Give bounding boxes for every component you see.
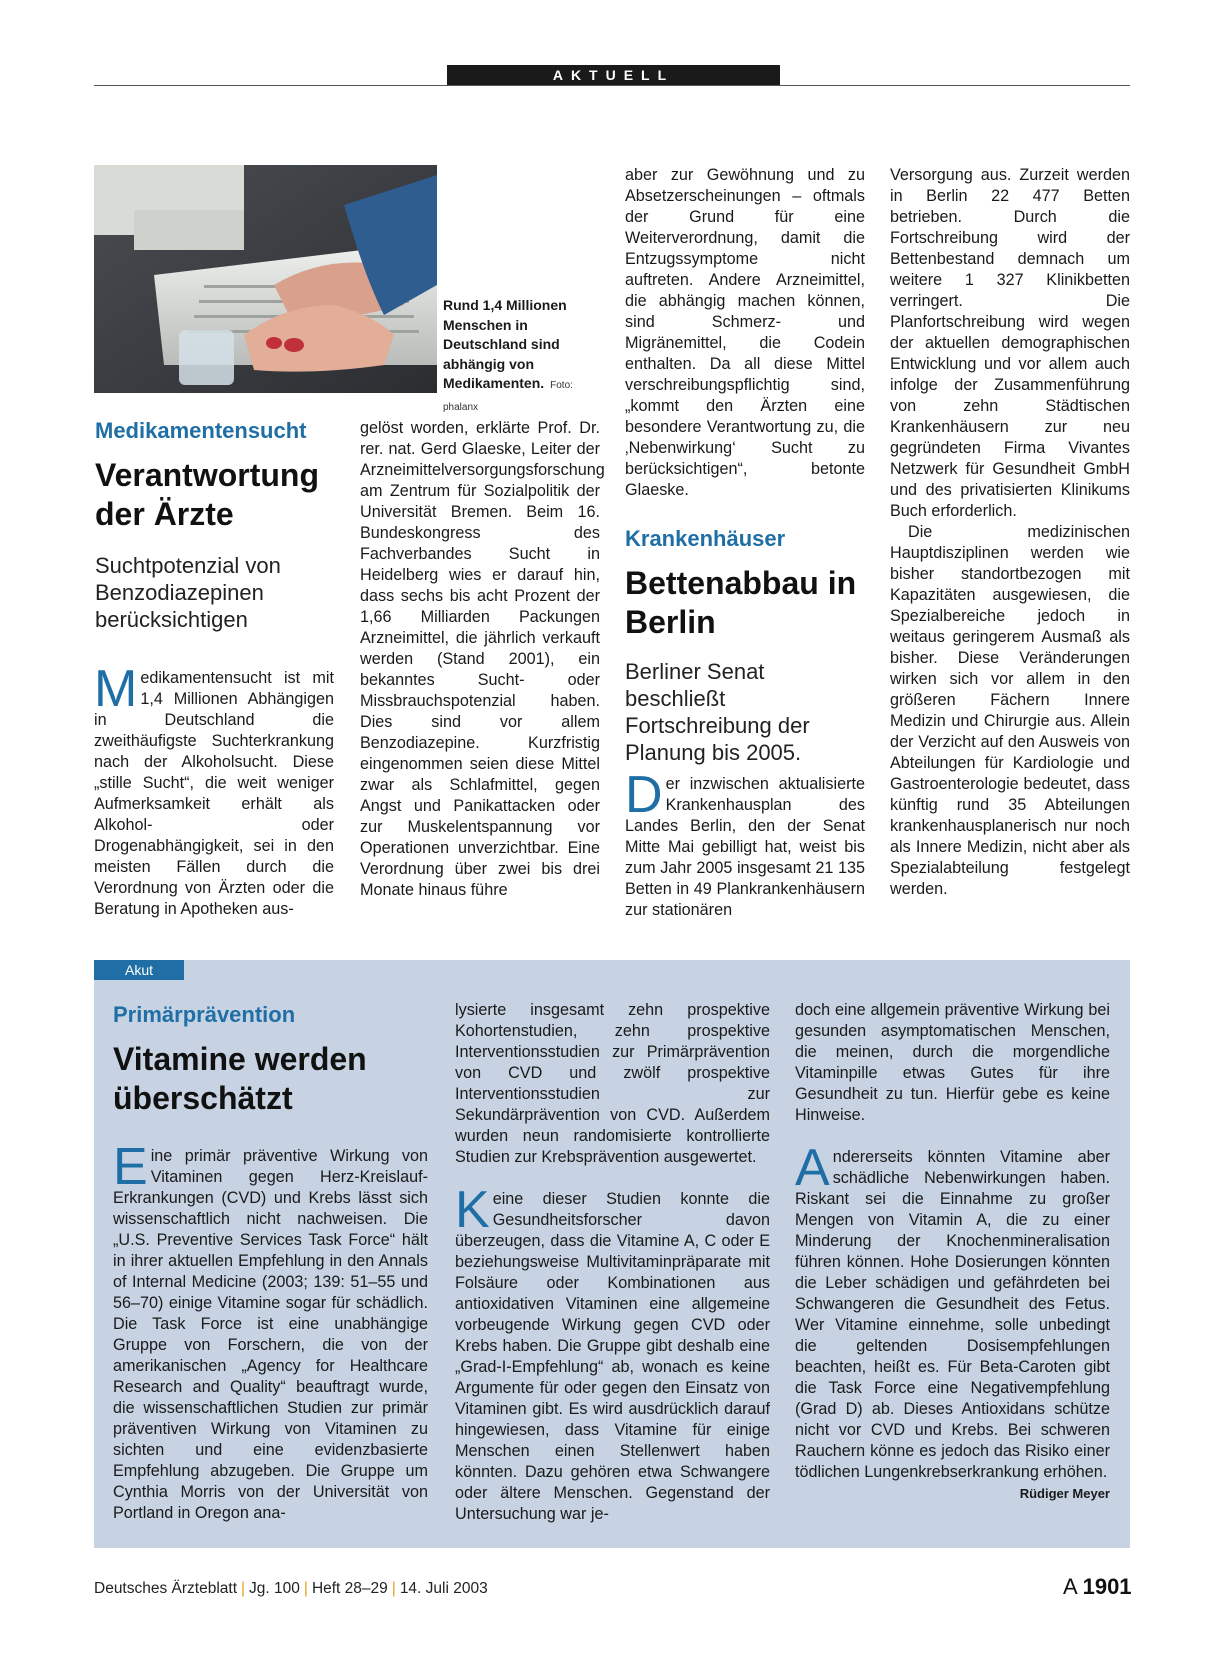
- footer: Deutsches Ärzteblatt | Jg. 100 | Heft 28–29 | 14. Juli 2003: [94, 1580, 488, 1597]
- photo-credit: Foto: phalanx: [443, 380, 573, 413]
- footer-issue: Heft 28–29: [311, 1580, 388, 1597]
- article1-column-2: gelöst worden, erklärte Prof. Dr. rer. nat. Gerd Glaeske, Leiter der Arzneimittelversorgungsforschung am Zentrum für Sozialpolitik der Universität Bremen. Beim 16. Bundeskongress des Fachverbandes Sucht in Heidelberg wies er darauf hin, dass sechs bis acht Prozent der 1,66 Milliarden Packungen Arzneimittel, die jährlich verkauft werden (Stand 2001), ein bekanntes Sucht- oder Missbrauchspotenzial haben. Dies sind vor allem Benzodiazepine. Kurzfristig eingenommen seien diese Mittel zwar als Schlafmittel, gegen Angst und Panikattacken oder zur Muskelentspannung vor Operationen unverzichtbar. Eine Verordnung über zwei bis drei Monate hinaus führe: [360, 419, 605, 899]
- box-column-1: Eine primär präventive Wirkung von Vitaminen gegen Herz-Kreislauf-Erkrankungen (CVD) und Krebs lässt sich wissenschaftlich nicht nachweisen. Die „U.S. Preventive Services Task Force“ hält in ihrer aktuellen Empfehlung in den Annals of Internal Medicine (2003; 139: 51–55 und 56–70) einige Vitamine sogar für schädlich. Die Task Force ist eine unabhängige Gruppe von Forschern, die von der amerikanischen „Agency for Healthcare Research and Quality“ beauftragt wurde, die wissenschaftlichen Studien zur primär präventiven Wirkung von Vitaminen zu sichten und eine evidenzbasierte Empfehlung abzugeben. Die Gruppe um Cynthia Morris von der Universität von Portland in Oregon ana-: [113, 1138, 428, 1522]
- author-signature: Rüdiger Meyer: [1019, 1486, 1110, 1501]
- article2-kicker: Krankenhäuser: [625, 526, 786, 551]
- article-photo: [94, 165, 437, 393]
- box-column-2-paragraph-1: lysierte insgesamt zehn prospektive Kohortenstudien, zehn prospektive Interventionsstudien zur Primärprävention von CVD und zwölf prospektive Interventionsstudien zur Sekundärprävention von CVD. Außerdem wurden neun randomisierte kontrollierte Studien zur Krebsprävention ausgewertet.: [455, 1001, 770, 1166]
- page-number: [1063, 1574, 1132, 1600]
- box-column-2-paragraph-2: Keine dieser Studien konnte die Gesundheitsforscher davon überzeugen, dass die Vitamine A, C oder E beziehungsweise Multivitaminpräparate mit Folsäure oder Kombinationen aus antioxidativen Vitaminen eine allgemeine vorbeugende Wirkung gegen CVD oder Krebs haben. Die Gruppe gibt deshalb eine „Grad-I-Empfehlung“ ab, wonach es keine Argumente für oder gegen den Einsatz von Vitaminen gibt. Es wird ausdrücklich darauf hingewiesen, dass Vitamine für einige Menschen einen Stellenwert haben könnten. Dazu gehören etwa Schwangere oder ältere Menschen. Gegenstand der Untersuchung war je-: [455, 1181, 770, 1523]
- article1-deck: Suchtpotenzial von Benzodiazepinen berücksichtigen: [95, 553, 281, 632]
- page-prefix: A: [1063, 1574, 1077, 1599]
- box-column-2: [455, 1000, 770, 1525]
- header-rule: [94, 85, 1130, 86]
- box-kicker: Primärprävention: [113, 1002, 296, 1027]
- article2-column-1: Der inzwischen aktualisierte Krankenhausplan des Landes Berlin, den der Senat Mitte Mai gebilligt hat, weist bis zum Jahr 2005 insgesamt 21 135 Betten in 49 Plankrankenhäusern zur stationären: [625, 766, 865, 919]
- article2-column-2: [890, 165, 1130, 900]
- article1-column-1: Medikamentensucht ist mit 1,4 Millionen Abhängigen in Deutschland die zweithäufigste Suchterkrankung nach der Alkoholsucht. Diese „stille Sucht“, die weit weniger Aufmerksamkeit erhält als Alkohol- oder Drogenabhängigkeit, sei in den meisten Fällen durch die Verordnung von Ärzten oder die Beratung in Apotheken aus-: [94, 660, 334, 918]
- akut-tag: Akut: [94, 960, 184, 980]
- section-label: AKTUELL: [447, 65, 780, 86]
- photo-hands-pills-keyboard: [94, 165, 437, 393]
- box-column-3: [795, 1000, 1110, 1504]
- article1-headline: Verantwortung der Ärzte: [95, 457, 320, 532]
- box-headline: Vitamine werden überschätzt: [113, 1041, 367, 1116]
- article2-column-2-paragraph-2: Die medizinischen Hauptdisziplinen werden wie bisher standortbezogen mit Kapazitäten ausgewiesen, die Spezialbereiche jedoch in weitaus geringerem Ausmaß als bisher. Diese Veränderungen wirken sich vor allem in den größeren Fächern Innere Medizin und Chirurgie aus. Allein der Verzicht auf den Ausweis von Abteilungen für Kardiologie und Gastroenterologie bedeutet, dass künftig rund 35 Abteilungen krankenhausplanerisch nur noch als Innere Medizin, nicht aber als Spezialabteilung festgelegt werden.: [890, 523, 1130, 898]
- box-column-3-paragraph-2: [795, 1139, 1110, 1501]
- footer-journal: Deutsches Ärzteblatt: [94, 1580, 238, 1597]
- article1-kicker: Medikamentensucht: [95, 418, 307, 443]
- article2-deck: Berliner Senat beschließt Fortschreibung der Planung bis 2005.: [625, 659, 810, 765]
- footer-volume: Jg. 100: [249, 1580, 300, 1597]
- article1-column-3: aber zur Gewöhnung und zu Absetzerscheinungen – oftmals der Grund für eine Weiterverordnung, damit die Entzugssymptome nicht auftreten. Andere Arzneimittel, die abhängig machen können, sind Schmerz- und Migränemittel, die Codein enthalten. Da all diese Mittel verschreibungspflichtig sind, „kommt den Ärzten eine besondere Verantwortung zu, die ‚Nebenwirkung‘ Sucht zu berücksichtigen“, betonte Glaeske.: [625, 166, 865, 499]
- photo-caption: [443, 296, 606, 417]
- article2-column-2-paragraph-1: Versorgung aus. Zurzeit werden in Berlin 22 477 Betten betrieben. Durch die Fortschreibung wird der Bettenbestand demnach um weitere 1 327 Klinikbetten verringert. Die Planfortschreibung wird wegen der aktuellen demographischen Entwicklung und vor allem auch infolge der Zusammenführung von zehn Städtischen Krankenhäusern zur neu gegründeten Firma Vivantes Netzwerk für Gesundheit GmbH und des privatisierten Klinikums Buch erforderlich.: [890, 166, 1130, 520]
- article2-headline: Bettenabbau in Berlin: [625, 565, 857, 640]
- box-column-3-paragraph-1: doch eine allgemein präventive Wirkung bei gesunden asymptomatischen Menschen, die meinen, durch die morgendliche Vitaminpille etwas Gutes für ihre Gesundheit zu tun. Hierfür gebe es keine Hinweise.: [795, 1001, 1110, 1124]
- photo-caption-text: Rund 1,4 Millionen Menschen in Deutschland sind abhängig von Medikamenten.: [443, 297, 567, 391]
- box-column-3-text: Andererseits könnten Vitamine aber schädliche Nebenwirkungen haben. Riskant sei die Einnahme zu großer Mengen von Vitamin A, die zu einer Minderung der Knochenmineralisation führen können. Hohe Dosierungen könnten die Leber schädigen und gefährdeten bei Schwangeren die Gesundheit des Fetus. Wer Vitamine einnehme, solle unbedingt die geltenden Dosisempfehlungen beachten, heißt es. Für Beta-Caroten gibt die Task Force eine Negativempfehlung (Grad D) ab. Dieses Antioxidans schütze nicht vor CVD und Krebs. Bei schweren Rauchern könne es jedoch das Risiko einer tödlichen Lungenkrebserkrankung erhöhen.: [795, 1139, 1110, 1481]
- footer-date: 14. Juli 2003: [399, 1580, 488, 1597]
- page-number-value: 1901: [1082, 1574, 1132, 1599]
